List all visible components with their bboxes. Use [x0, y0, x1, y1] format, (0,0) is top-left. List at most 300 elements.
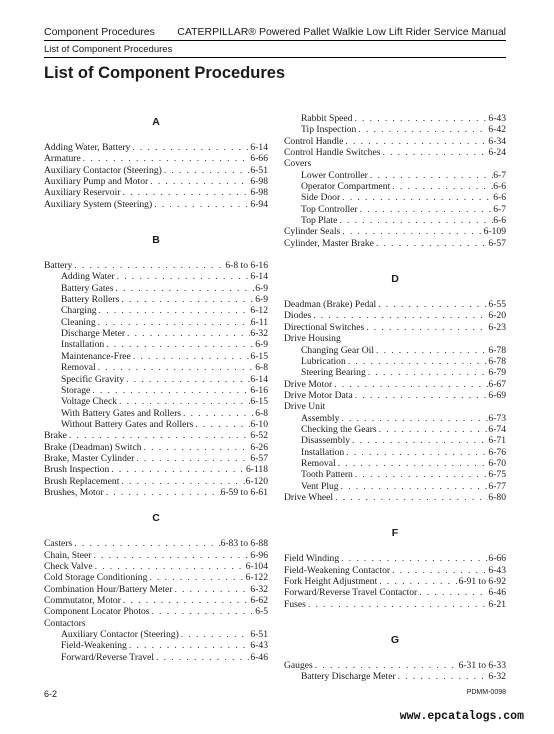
dot-leader	[181, 408, 255, 419]
entry-label: Side Door	[301, 192, 341, 204]
entry-label: Fork Height Adjustment	[284, 576, 378, 587]
dot-leader	[313, 660, 459, 671]
entry-label: Cold Storage Conditioning	[44, 572, 148, 584]
dot-leader	[352, 113, 488, 124]
index-column-right	[284, 113, 506, 683]
entry-page-ref: 6-55	[488, 299, 506, 311]
index-subentry[interactable]	[284, 345, 506, 356]
dot-leader	[358, 204, 494, 215]
dot-leader	[142, 442, 251, 453]
entry-label: Fuses	[284, 598, 306, 610]
dot-leader	[337, 215, 493, 226]
dot-leader	[368, 170, 493, 181]
entry-page-ref: 6-62	[250, 595, 268, 606]
index-entry[interactable]	[284, 322, 506, 333]
dot-leader	[377, 576, 458, 587]
dot-leader	[311, 310, 488, 321]
index-entry[interactable]	[44, 260, 268, 271]
entry-page-ref: 6-118	[245, 464, 268, 476]
entry-page-ref: 6-104	[245, 560, 268, 572]
entry-label: Contactors	[44, 617, 86, 629]
dot-leader	[172, 584, 250, 595]
entry-label: Deadman (Brake) Pedal	[284, 299, 377, 311]
index-subentry[interactable]	[284, 113, 506, 124]
page-number: 6-2	[44, 689, 58, 699]
dot-leader	[353, 469, 489, 480]
entry-page-ref: 6-10	[250, 418, 268, 430]
entry-label: Field-Weakening	[61, 640, 127, 652]
index-entry[interactable]	[284, 147, 506, 158]
dot-leader	[120, 187, 250, 198]
index-subentry[interactable]	[284, 124, 506, 135]
dot-leader	[339, 553, 488, 564]
index-entry[interactable]	[44, 561, 268, 572]
header-manual-title: CATERPILLAR® Powered Pallet Walkie Low Lift Rider Service Manual	[177, 26, 506, 38]
dot-leader	[104, 339, 255, 350]
entry-page-ref: 6-96	[250, 549, 268, 561]
index-entry[interactable]	[44, 187, 268, 198]
entry-page-ref: 6-8	[255, 362, 268, 374]
index-entry[interactable]	[284, 587, 506, 598]
dot-leader	[353, 390, 489, 401]
entry-label: Brake, Master Cylinder	[44, 452, 135, 464]
entry-page-ref: 6-57	[250, 452, 268, 464]
dot-leader	[366, 367, 489, 378]
entry-page-ref: 6-78	[488, 344, 506, 356]
dot-leader	[380, 147, 488, 158]
index-subentry[interactable]	[44, 652, 268, 663]
index-subentry[interactable]	[284, 215, 506, 226]
index-column-left	[44, 113, 268, 663]
entry-page-ref: 6-43	[488, 564, 506, 576]
section-letter: F	[391, 527, 399, 540]
entry-page-ref: 6-12	[250, 305, 268, 317]
index-entry[interactable]	[284, 158, 506, 169]
entry-label: With Battery Gates and Rollers	[61, 407, 182, 419]
dot-leader	[115, 271, 251, 282]
dot-leader	[374, 345, 488, 356]
dot-leader	[81, 153, 251, 164]
entry-page-ref: 6-7	[493, 203, 506, 215]
index-entry[interactable]	[284, 333, 506, 344]
dot-leader	[396, 671, 489, 682]
dot-leader	[339, 481, 489, 492]
entry-label: Battery Discharge Meter	[301, 671, 396, 683]
dot-leader	[339, 413, 488, 424]
dot-leader	[179, 629, 251, 640]
dot-leader	[417, 587, 488, 598]
index-entry[interactable]	[44, 199, 268, 210]
entry-page-ref: 6-6	[493, 215, 506, 227]
entry-label: Field Winding	[284, 553, 340, 565]
index-entry[interactable]	[284, 390, 506, 401]
index-entry[interactable]	[284, 136, 506, 147]
index-entry[interactable]	[284, 226, 506, 237]
index-entry[interactable]	[284, 565, 506, 576]
entry-label: Changing Gear Oil	[301, 344, 375, 356]
index-subentry[interactable]	[44, 305, 268, 316]
entry-label: Auxiliary Pump and Motor	[44, 176, 149, 188]
watermark-url[interactable]: www.epcatalogs.com	[399, 710, 524, 723]
entry-label: Steering Bearing	[301, 367, 366, 379]
index-subentry[interactable]	[44, 396, 268, 407]
entry-label: Storage	[61, 384, 91, 396]
index-entry[interactable]	[44, 442, 268, 453]
index-subentry[interactable]	[284, 192, 506, 203]
index-entry[interactable]	[284, 492, 506, 503]
entry-label: Covers	[284, 158, 312, 170]
section-gap	[44, 249, 268, 260]
dot-leader	[377, 424, 489, 435]
dot-leader	[90, 385, 250, 396]
index-subentry[interactable]	[44, 339, 268, 350]
index-entry[interactable]	[284, 599, 506, 610]
dot-leader	[356, 124, 488, 135]
entry-label: Auxiliary Contactor (Steering)	[44, 164, 162, 176]
dot-leader	[117, 396, 250, 407]
index-entry[interactable]	[44, 142, 268, 153]
entry-label: Without Battery Gates and Rollers	[61, 418, 194, 430]
entry-page-ref: 6-9	[255, 294, 268, 306]
dot-leader	[306, 599, 489, 610]
section-gap	[284, 610, 506, 631]
entry-label: Commutator, Motor	[44, 595, 121, 606]
entry-label: Field-Weakening Contactor	[284, 564, 391, 576]
dot-leader	[109, 464, 246, 475]
dot-leader	[125, 328, 250, 339]
entry-page-ref: 6-32	[250, 583, 268, 595]
index-subentry[interactable]	[44, 317, 268, 328]
dot-leader	[343, 136, 488, 147]
dot-leader	[91, 550, 250, 561]
index-subentry[interactable]	[44, 328, 268, 339]
dot-leader	[150, 606, 256, 617]
entry-label: Adding Water, Battery	[44, 142, 131, 153]
entry-label: Diodes	[284, 310, 312, 322]
section-gap	[44, 498, 268, 509]
entry-page-ref: 6-69	[488, 389, 506, 401]
entry-page-ref: 6-14	[250, 142, 268, 153]
index-entry[interactable]	[44, 550, 268, 561]
entry-label: Removal	[61, 362, 96, 374]
entry-page-ref: 6-24	[488, 147, 506, 159]
dot-leader	[104, 487, 221, 498]
dot-leader	[147, 572, 245, 583]
entry-label: Drive Motor Data	[284, 389, 353, 401]
index-subentry[interactable]	[44, 271, 268, 282]
index-entry[interactable]	[284, 553, 506, 564]
entry-page-ref: 6-57	[488, 237, 506, 249]
entry-page-ref: 6-51	[250, 629, 268, 641]
section-gap	[284, 249, 506, 270]
index-subentry[interactable]	[284, 469, 506, 480]
entry-label: Battery Rollers	[61, 294, 120, 306]
entry-label: Combination Hour/Battery Meter	[44, 583, 173, 595]
index-entry[interactable]	[44, 453, 268, 464]
index-entry[interactable]	[44, 618, 268, 629]
section-gap	[284, 542, 506, 553]
entry-label: Control Handle	[284, 135, 344, 147]
entry-page-ref: 6-5	[255, 606, 268, 618]
index-subentry[interactable]	[284, 170, 506, 181]
entry-label: Check Valve	[44, 560, 93, 572]
index-entry[interactable]	[284, 299, 506, 310]
header-rule	[44, 40, 506, 41]
dot-leader	[162, 165, 251, 176]
entry-page-ref: 6-76	[488, 446, 506, 458]
dot-leader	[97, 305, 251, 316]
index-entry[interactable]	[284, 660, 506, 671]
entry-page-ref: 6-120	[245, 475, 268, 487]
index-subentry[interactable]	[44, 351, 268, 362]
index-entry[interactable]	[44, 464, 268, 475]
entry-page-ref: 6-71	[488, 435, 506, 447]
index-entry[interactable]	[44, 606, 268, 617]
index-entry[interactable]	[44, 153, 268, 164]
entry-label: Tooth Pattern	[301, 469, 353, 481]
entry-label: Removal	[301, 457, 336, 469]
index-subentry[interactable]	[44, 629, 268, 640]
index-subentry[interactable]	[44, 294, 268, 305]
index-entry[interactable]	[44, 176, 268, 187]
dot-leader	[374, 238, 488, 249]
dot-leader	[344, 447, 488, 458]
index-entry[interactable]	[44, 538, 268, 549]
index-entry[interactable]	[284, 379, 506, 390]
section-letter: D	[391, 273, 399, 286]
entry-label: Cylinder Seals	[284, 226, 341, 238]
dot-leader	[96, 317, 251, 328]
entry-page-ref: 6-43	[250, 640, 268, 652]
entry-label: Lower Controller	[301, 169, 368, 181]
entry-label: Gauges	[284, 660, 313, 672]
entry-label: Assembly	[301, 412, 340, 424]
entry-page-ref: 6-52	[250, 430, 268, 442]
entry-page-ref: 6-8 to 6-16	[225, 260, 268, 272]
entry-page-ref: 6-43	[488, 113, 506, 124]
entry-label: Forward/Reverse Travel	[61, 651, 154, 663]
entry-label: Checking the Gears	[301, 423, 377, 435]
section-gap	[44, 131, 268, 142]
dot-leader	[121, 595, 251, 606]
index-subentry[interactable]	[44, 374, 268, 385]
dot-leader	[332, 379, 488, 390]
entry-page-ref: 6-21	[488, 598, 506, 610]
document-code: PDMM-0098	[466, 689, 506, 696]
dot-leader	[390, 565, 488, 576]
dot-leader	[340, 192, 493, 203]
section-letter: G	[390, 634, 400, 647]
entry-label: Auxiliary Reservoir	[44, 187, 121, 199]
entry-page-ref: 6-8	[255, 407, 268, 419]
dot-leader	[130, 142, 250, 153]
index-entry[interactable]	[44, 430, 268, 441]
entry-label: Voltage Check	[61, 396, 118, 408]
index-subentry[interactable]	[284, 413, 506, 424]
index-entry[interactable]	[44, 595, 268, 606]
dot-leader	[96, 362, 256, 373]
dot-leader	[193, 419, 250, 430]
entry-label: Battery	[44, 260, 73, 272]
entry-page-ref: 6-34	[488, 135, 506, 147]
dot-leader	[72, 260, 225, 271]
index-entry[interactable]	[284, 576, 506, 587]
entry-page-ref: 6-9	[255, 339, 268, 351]
index-entry[interactable]	[44, 165, 268, 176]
entry-label: Installation	[301, 446, 345, 458]
entry-label: Armature	[44, 153, 81, 165]
entry-page-ref: 6-31 to 6-33	[458, 660, 506, 672]
dot-leader	[67, 430, 250, 441]
entry-page-ref: 6-46	[488, 587, 506, 599]
index-entry[interactable]	[284, 401, 506, 412]
section-letter: A	[152, 116, 160, 128]
index-subentry[interactable]	[284, 458, 506, 469]
sub-header: List of Component Procedures	[44, 44, 173, 55]
dot-leader	[127, 640, 251, 651]
entry-page-ref: 6-74	[488, 423, 506, 435]
entry-label: Vent Plug	[301, 480, 339, 492]
dot-leader	[119, 476, 245, 487]
index-entry[interactable]	[44, 476, 268, 487]
section-gap	[284, 288, 506, 299]
entry-label: Brake	[44, 430, 67, 442]
entry-label: Maintenance-Free	[61, 350, 131, 362]
entry-label: Operator Compartment	[301, 181, 391, 193]
index-subentry[interactable]	[44, 283, 268, 294]
dot-leader	[72, 538, 220, 549]
dot-leader	[340, 226, 483, 237]
entry-page-ref: 6-46	[250, 651, 268, 663]
entry-page-ref: 6-80	[488, 491, 506, 503]
dot-leader	[346, 356, 489, 367]
entry-page-ref: 6-75	[488, 469, 506, 481]
entry-page-ref: 6-91 to 6-92	[458, 576, 506, 587]
entry-page-ref: 6-11	[250, 316, 268, 328]
index-subentry[interactable]	[284, 204, 506, 215]
section-gap	[44, 210, 268, 231]
entry-label: Top Controller	[301, 203, 358, 215]
entry-label: Rabbit Speed	[301, 113, 353, 124]
index-entry[interactable]	[44, 584, 268, 595]
entry-page-ref: 6-98	[250, 176, 268, 188]
dot-leader	[148, 176, 250, 187]
entry-label: Brush Replacement	[44, 475, 120, 487]
dot-leader	[131, 351, 251, 362]
index-subentry[interactable]	[44, 408, 268, 419]
entry-label: Installation	[61, 339, 105, 351]
entry-label: Auxiliary System (Steering)	[44, 198, 153, 210]
index-subentry[interactable]	[44, 385, 268, 396]
index-subentry[interactable]	[284, 481, 506, 492]
entry-page-ref: 6-66	[488, 553, 506, 565]
dot-leader	[134, 453, 250, 464]
entry-page-ref: 6-6	[493, 181, 506, 193]
dot-leader	[333, 492, 488, 503]
entry-page-ref: 6-20	[488, 310, 506, 322]
entry-page-ref: 6-83 to 6-88	[220, 538, 268, 550]
entry-page-ref: 6-70	[488, 457, 506, 469]
entry-label: Drive Wheel	[284, 491, 334, 503]
entry-page-ref: 6-59 to 6-61	[220, 486, 268, 498]
entry-label: Directional Switches	[284, 321, 365, 333]
entry-page-ref: 6-14	[250, 271, 268, 283]
dot-leader	[93, 561, 246, 572]
entry-label: Casters	[44, 538, 73, 550]
entry-page-ref: 6-94	[250, 198, 268, 210]
entry-label: Adding Water	[61, 271, 115, 283]
entry-page-ref: 6-109	[483, 226, 506, 238]
dot-leader	[336, 458, 489, 469]
index-subentry[interactable]	[284, 181, 506, 192]
dot-leader	[119, 294, 255, 305]
entry-label: Brushes, Motor	[44, 486, 104, 498]
entry-page-ref: 6-32	[488, 671, 506, 683]
section-gap	[284, 649, 506, 660]
index-subentry[interactable]	[44, 419, 268, 430]
entry-page-ref: 6-66	[250, 153, 268, 165]
entry-page-ref: 6-16	[250, 384, 268, 396]
index-entry[interactable]	[284, 238, 506, 249]
subheader-rule	[44, 57, 506, 58]
entry-page-ref: 6-67	[488, 378, 506, 390]
entry-page-ref: 6-42	[488, 124, 506, 136]
entry-label: Cylinder, Master Brake	[284, 237, 374, 249]
dot-leader	[364, 322, 488, 333]
entry-label: Lubrication	[301, 355, 346, 367]
index-subentry[interactable]	[284, 424, 506, 435]
entry-label: Forward/Reverse Travel Contactor	[284, 587, 418, 599]
index-subentry[interactable]	[44, 362, 268, 373]
index-subentry[interactable]	[284, 356, 506, 367]
index-subentry[interactable]	[284, 435, 506, 446]
entry-page-ref: 6-73	[488, 412, 506, 424]
index-subentry[interactable]	[284, 447, 506, 458]
entry-label: Cleaning	[61, 316, 96, 328]
section-gap	[44, 527, 268, 538]
entry-page-ref: 6-78	[488, 355, 506, 367]
entry-label: Specific Gravity	[61, 373, 125, 385]
index-subentry[interactable]	[44, 640, 268, 651]
entry-label: Discharge Meter	[61, 328, 126, 340]
entry-page-ref: 6-15	[250, 396, 268, 408]
entry-page-ref: 6-7	[493, 169, 506, 181]
entry-page-ref: 6-26	[250, 441, 268, 453]
section-letter: B	[152, 234, 160, 247]
entry-label: Drive Housing	[284, 333, 341, 345]
entry-page-ref: 6-51	[250, 164, 268, 176]
dot-leader	[350, 435, 488, 446]
section-gap	[284, 503, 506, 524]
entry-page-ref: 6-15	[250, 350, 268, 362]
entry-label: Battery Gates	[61, 282, 114, 294]
index-entry[interactable]	[44, 487, 268, 498]
section-letter: C	[152, 512, 160, 525]
entry-label: Chain, Steer	[44, 549, 92, 561]
index-entry[interactable]	[44, 572, 268, 583]
entry-label: Disassembly	[301, 435, 351, 447]
entry-page-ref: 6-9	[255, 282, 268, 294]
index-subentry[interactable]	[284, 671, 506, 682]
index-subentry[interactable]	[284, 367, 506, 378]
entry-label: Drive Unit	[284, 401, 326, 413]
entry-label: Tip Inspection	[301, 124, 357, 136]
entry-label: Control Handle Switches	[284, 147, 381, 159]
entry-page-ref: 6-98	[250, 187, 268, 199]
dot-leader	[124, 374, 250, 385]
entry-page-ref: 6-23	[488, 321, 506, 333]
index-entry[interactable]	[284, 310, 506, 321]
